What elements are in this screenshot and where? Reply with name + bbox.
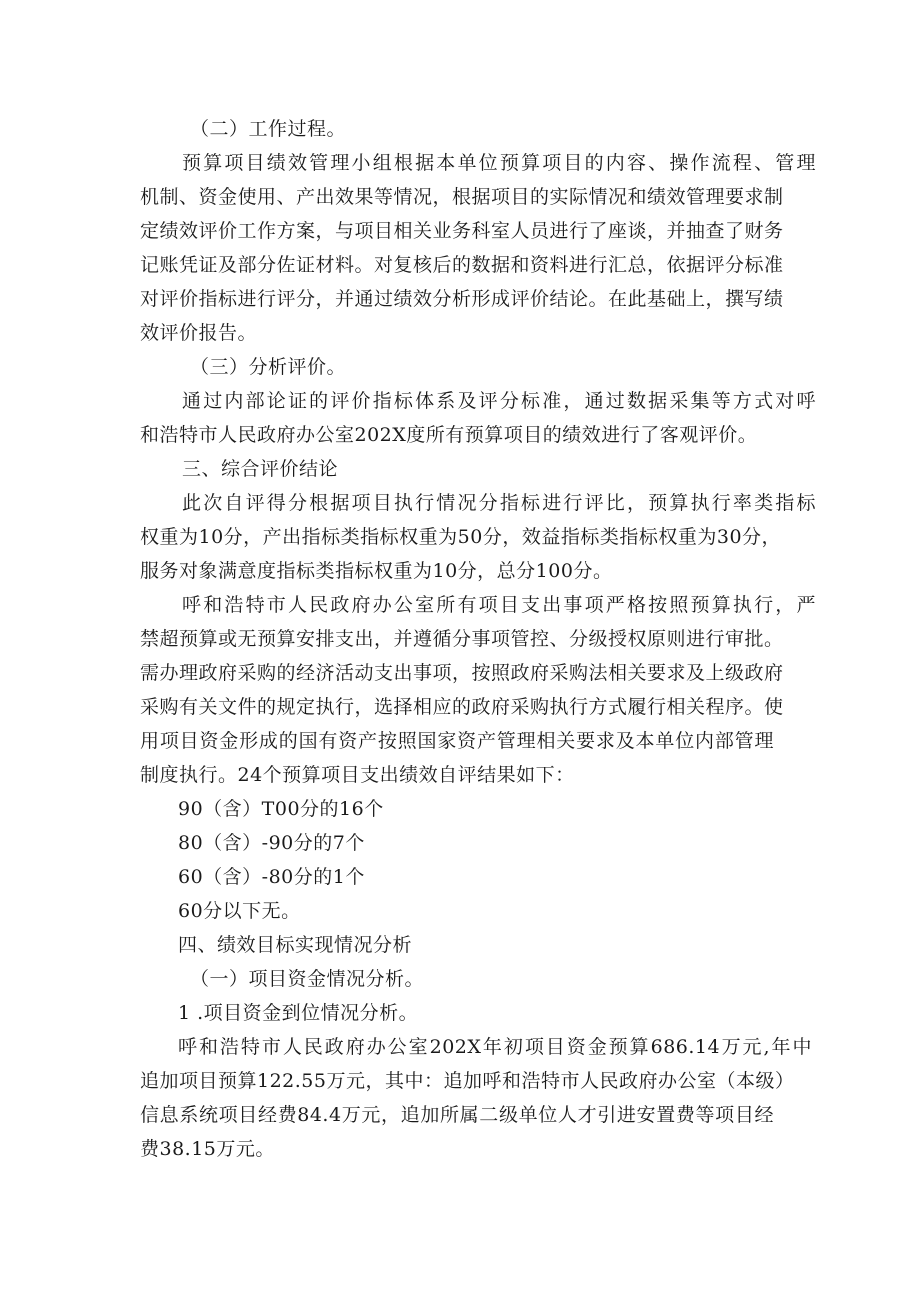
paragraph-line: 采购有关文件的规定执行，选择相应的政府采购执行方式履行相关程序。使 <box>140 696 784 718</box>
paragraph-line: 呼和浩特市人民政府办公室202X年初项目资金预算686.14万元,年中 <box>178 1036 812 1058</box>
chapter-3-heading: 三、综合评价结论 <box>182 458 339 480</box>
score-item: 60（含）-80分的1个 <box>178 866 365 888</box>
paragraph-line: 机制、资金使用、产出效果等情况，根据项目的实际情况和绩效管理要求制 <box>140 186 784 208</box>
score-item: 80（含）-90分的7个 <box>178 832 365 854</box>
chapter-4-heading: 四、绩效目标实现情况分析 <box>178 934 413 956</box>
paragraph-line: 禁超预算或无预算安排支出，并遵循分事项管控、分级授权原则进行审批。 <box>140 628 784 650</box>
paragraph-line: 此次自评得分根据项目执行情况分指标进行评比，预算执行率类指标 <box>182 492 816 514</box>
paragraph-line: 效评价报告。 <box>140 322 258 344</box>
paragraph-line: 预算项目绩效管理小组根据本单位预算项目的内容、操作流程、管理 <box>182 152 816 174</box>
score-item: 60分以下无。 <box>178 900 301 922</box>
paragraph-line: 追加项目预算122.55万元，其中：追加呼和浩特市人民政府办公室（本级） <box>140 1070 795 1092</box>
paragraph-line: 记账凭证及部分佐证材料。对复核后的数据和资料进行汇总，依据评分标准 <box>140 254 784 276</box>
paragraph-line: 费38.15万元。 <box>140 1138 275 1160</box>
section-4-1-heading: （一）项目资金情况分析。 <box>190 968 425 990</box>
paragraph-line: 用项目资金形成的国有资产按照国家资产管理相关要求及本单位内部管理 <box>140 730 774 752</box>
paragraph-line: 需办理政府采购的经济活动支出事项，按照政府采购法相关要求及上级政府 <box>140 662 784 684</box>
section-4-1-1-heading: 1 .项目资金到位情况分析。 <box>178 1002 419 1024</box>
score-item: 90（含）T00分的16个 <box>178 798 384 820</box>
paragraph-line: 服务对象满意度指标类指标权重为10分，总分100分。 <box>140 560 613 582</box>
paragraph-line: 和浩特市人民政府办公室202X度所有预算项目的绩效进行了客观评价。 <box>140 424 758 446</box>
section-3-heading: （三）分析评价。 <box>190 356 347 378</box>
paragraph-line: 权重为10分，产出指标类指标权重为50分，效益指标类指标权重为30分， <box>140 526 782 548</box>
paragraph-line: 定绩效评价工作方案，与项目相关业务科室人员进行了座谈，并抽查了财务 <box>140 220 784 242</box>
paragraph-line: 呼和浩特市人民政府办公室所有项目支出事项严格按照预算执行，严 <box>182 594 816 616</box>
paragraph-line: 对评价指标进行评分，并通过绩效分析形成评价结论。在此基础上，撰写绩 <box>140 288 784 310</box>
paragraph-line: 信息系统项目经费84.4万元，追加所属二级单位人才引进安置费等项目经 <box>140 1104 774 1126</box>
paragraph-line: 制度执行。24个预算项目支出绩效自评结果如下： <box>140 764 575 786</box>
section-2-heading: （二）工作过程。 <box>190 118 347 140</box>
paragraph-line: 通过内部论证的评价指标体系及评分标准，通过数据采集等方式对呼 <box>182 390 816 412</box>
